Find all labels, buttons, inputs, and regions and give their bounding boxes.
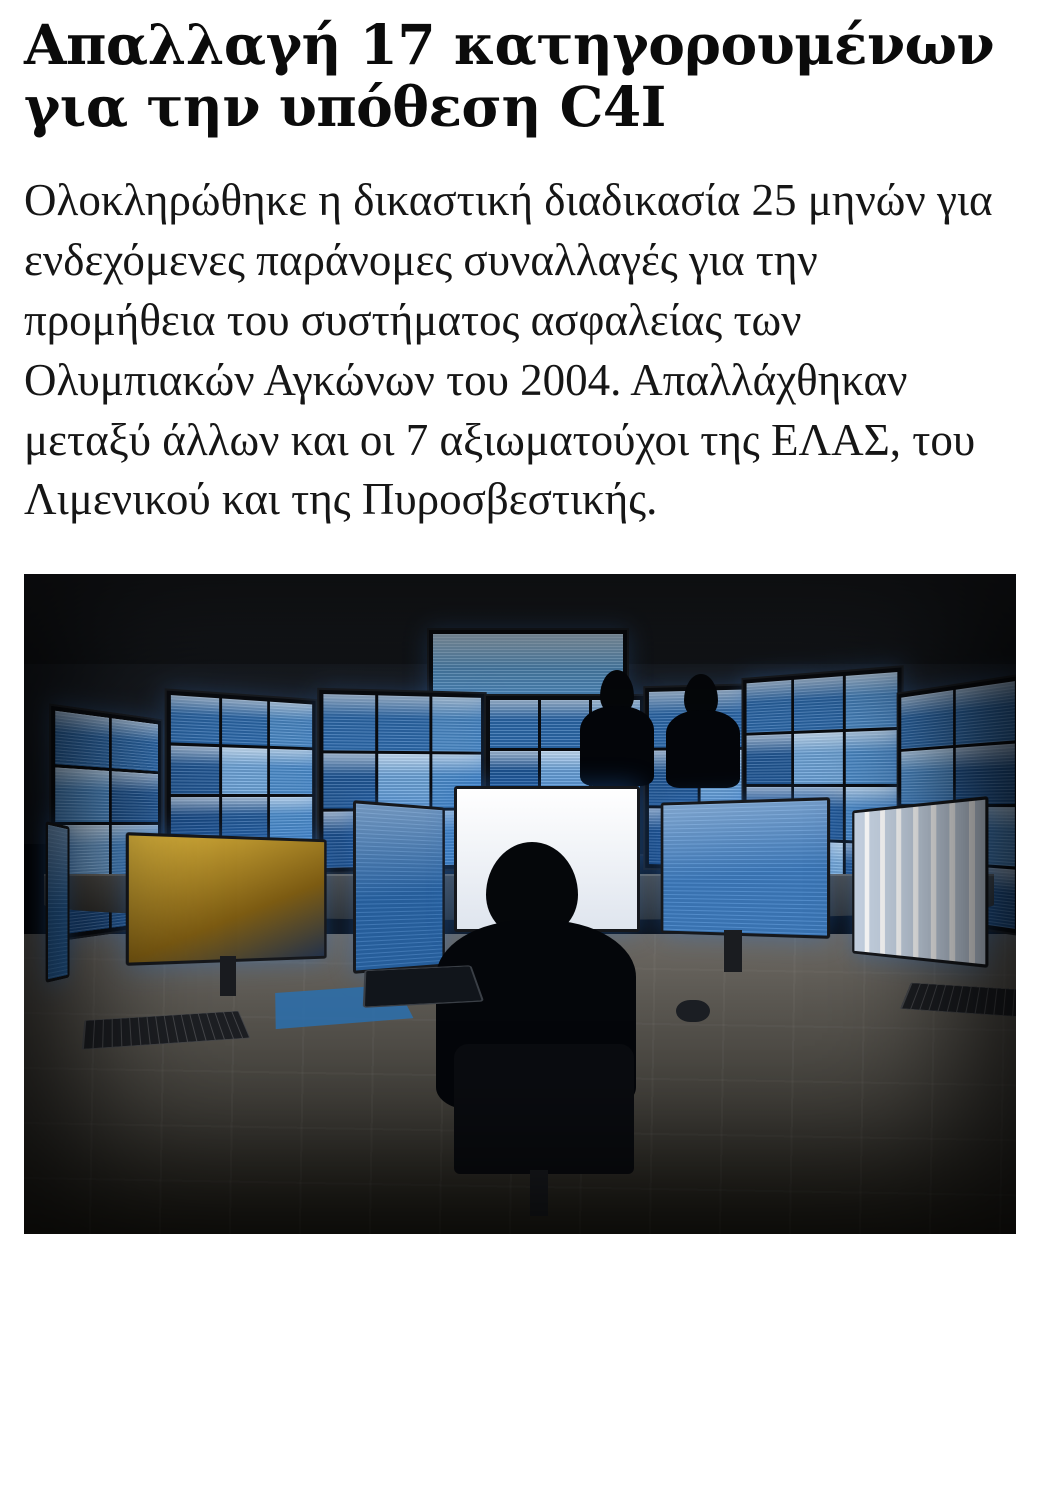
page-title: Απαλλαγή 17 κατηγορουμένων για την υπόθεση C4I xyxy=(24,12,995,139)
desk-monitor xyxy=(46,821,70,983)
desk-monitor xyxy=(353,800,445,974)
desk-monitor xyxy=(126,832,327,966)
standing-person-body xyxy=(580,706,654,786)
tablet-device xyxy=(363,966,484,1009)
mouse xyxy=(676,1000,710,1022)
article-lede: Ολοκληρώθηκε η δικαστική διαδικασία 25 μηνών για ενδεχόμενες παράνομες συναλλαγές για την προμήθεια του συστήματος ασφαλείας των Ολυμπιακών Αγκώνων του 2004. Απαλλάχθηκαν μεταξύ άλλων και οι 7 αξιωματούχοι της ΕΛΑΣ, του Λιμενικού και της Πυροσβεστικής. xyxy=(24,175,993,525)
desk-monitor xyxy=(661,797,830,939)
office-chair xyxy=(454,1044,634,1174)
monitor-stand xyxy=(724,930,742,972)
article-figure xyxy=(24,574,1016,1234)
chair-base xyxy=(530,1170,548,1216)
monitor-stand xyxy=(220,956,236,996)
desk-monitor xyxy=(852,796,988,968)
standing-person-body xyxy=(666,710,740,788)
control-room-photo xyxy=(24,574,1016,1234)
